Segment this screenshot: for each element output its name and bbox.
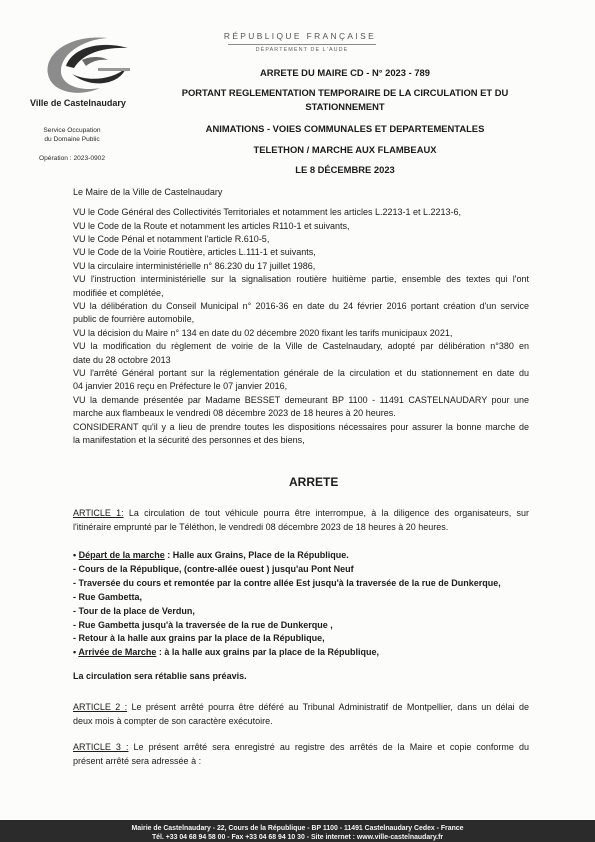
visa-line: VU le Code Pénal et notamment l'article R.610-5, [73,234,270,245]
article-3-label: ARTICLE 3 : [73,742,129,753]
retablie-line: La circulation sera rétablie sans préavis. [73,671,247,682]
footer-contact: Tél. +33 04 68 94 58 00 - Fax +33 04 68 94 10 30 - Site internet : www.ville-castelnaudary.fr [151,834,444,841]
circulation-retablie [73,670,529,683]
itinerary-step: - Traversée du cours et remontée par la contre allée Est jusqu'à la traversée de la rue de Dunkerque, [73,577,501,588]
title-date: LE 8 DÉCEMBRE 2023 [295,164,395,175]
visa-line: VU la circulaire interministérielle n° 86.230 du 17 juillet 1986, [73,260,316,271]
article-1 [73,507,529,534]
visa-line: 04 janvier 2016 reçu en Préfecture le 07 janvier 2016, [73,381,288,392]
article-1-line [73,507,529,520]
visa-line: VU le Code Général des Collectivités Territoriales et notamment les articles L.2213-1 et L.2213-6, [73,207,462,218]
visa-line: VU l'instruction interministérielle sur la signalisation routière huitième partie, ensemble des textes qui l'ont [73,274,529,285]
article-3 [73,741,529,768]
visa-line: VU la modification du règlement de voirie de la Ville de Castelnaudary, adopté par délibération n°380 en [73,341,529,352]
article-3-line [73,741,529,754]
article-1-text: La circulation de tout véhicule pourra être interrompue, à la diligence des organisateurs, sur [128,508,529,519]
intro [73,186,529,199]
visa-line: VU l'arrêté Général portant sur la réglementation générale de la circulation et du stationnement en date du [73,367,529,378]
city-name: Ville de Castelnaudary [30,98,126,108]
considerant-line: la manifestation et la sécurité des personnes et des biens, [73,434,305,445]
visa-line: VU le Code de la Voirie Routière, articles L.111-1 et suivants, [73,247,316,258]
itinerary-step: - Rue Gambetta, [73,591,143,602]
departement: DÉPARTEMENT DE L'AUDE [255,47,349,53]
title-line-2: STATIONNEMENT [305,101,385,112]
castelnaudary-logo-icon [42,30,134,98]
visa-line: modifiée et complétée, [73,287,164,298]
footer-address: Mairie de Castelnaudary - 22, Cours de la République - BP 1100 - 11491 Castelnaudary Cedex - France [131,825,464,832]
title-line-1: PORTANT REGLEMENTATION TEMPORAIRE DE LA CIRCULATION ET DU [181,87,509,98]
intro-line: Le Maire de la Ville de Castelnaudary [73,187,223,197]
service-line-2: du Domaine Public [44,136,100,143]
itinerary-start [73,549,529,563]
visas [73,206,529,447]
itinerary-end [73,646,529,660]
service-line-1: Service Occupation [43,127,101,134]
footer-band [0,820,595,842]
visa-line: VU le Code de la Route et notamment les articles R110-1 et suivants, [73,220,350,231]
arrete-heading: ARRETE [289,475,339,489]
visa-line: date du 28 octobre 2013 [73,354,171,365]
end-label: Arrivée de Marche [78,647,157,658]
visa-line: VU la demande présentée par Madame BESSET demeurant BP 1100 - 11491 CASTELNAUDARY pour une [73,394,529,405]
article-1-label: ARTICLE 1: [73,508,124,519]
article-1-line: l'itinéraire emprunté par le Téléthon, le vendredi 08 décembre 2023 de 18 heures à 20 heures. [73,521,449,532]
header-rule [228,44,376,45]
visa-line: public de fourrière automobile, [73,314,195,325]
itinerary-step: - Rue Gambetta jusqu'à la traversée de la rue de Dunkerque , [73,619,333,630]
visa-line: marche aux flambeaux le vendredi 08 décembre 2023 de 18 heures à 20 heures. [73,408,396,419]
itinerary-step: - Retour à la halle aux grains par la place de la République, [73,633,325,644]
itinerary-step: - Cours de la République, (contre-allée ouest ) jusqu'au Pont Neuf [73,563,354,574]
article-2-text: Le présent arrêté pourra être déféré au Tribunal Administratif de Montpellier, dans un délai de [131,702,529,713]
article-3-line: présent arrêté sera adressée à : [73,755,202,766]
itinerary [73,549,529,660]
start-label: Départ de la marche [78,550,165,561]
article-2 [73,701,529,728]
article-3-text: Le présent arrêté sera enregistré au registre des arrêtés de la Maire et copie conforme du [133,742,529,753]
article-2-line [73,701,529,714]
itinerary-step: - Tour de la place de Verdun, [73,605,195,616]
arrete-number: ARRETE DU MAIRE CD - N° 2023 - 789 [260,67,430,78]
title-line-3: ANIMATIONS - VOIES COMMUNALES ET DEPARTEMENTALES [205,123,485,134]
bullet: • [73,647,77,658]
republique-francaise: RÉPUBLIQUE FRANÇAISE [223,31,377,41]
end-text: : à la halle aux grains par la place de la République, [158,647,379,658]
start-text: : Halle aux Grains, Place de la République. [167,550,349,561]
article-2-line: deux mois à compter de son caractère exécutoire. [73,715,273,726]
operation-number: Opération : 2023-0902 [39,155,105,162]
title-line-4: TELETHON / MARCHE AUX FLAMBEAUX [253,144,437,155]
bullet: • [73,550,77,561]
considerant-line: CONSIDERANT qu'il y a lieu de prendre toutes les dispositions nécessaires pour assurer la bonne marche de [73,421,529,432]
article-2-label: ARTICLE 2 : [73,702,128,713]
visa-line: VU la délibération du Conseil Municipal n° 2016-36 en date du 24 février 2016 portant création d'un service [73,301,529,312]
visa-line: VU la décision du Maire n° 134 en date du 02 décembre 2020 fixant les tarifs municipaux 2021, [73,327,453,338]
